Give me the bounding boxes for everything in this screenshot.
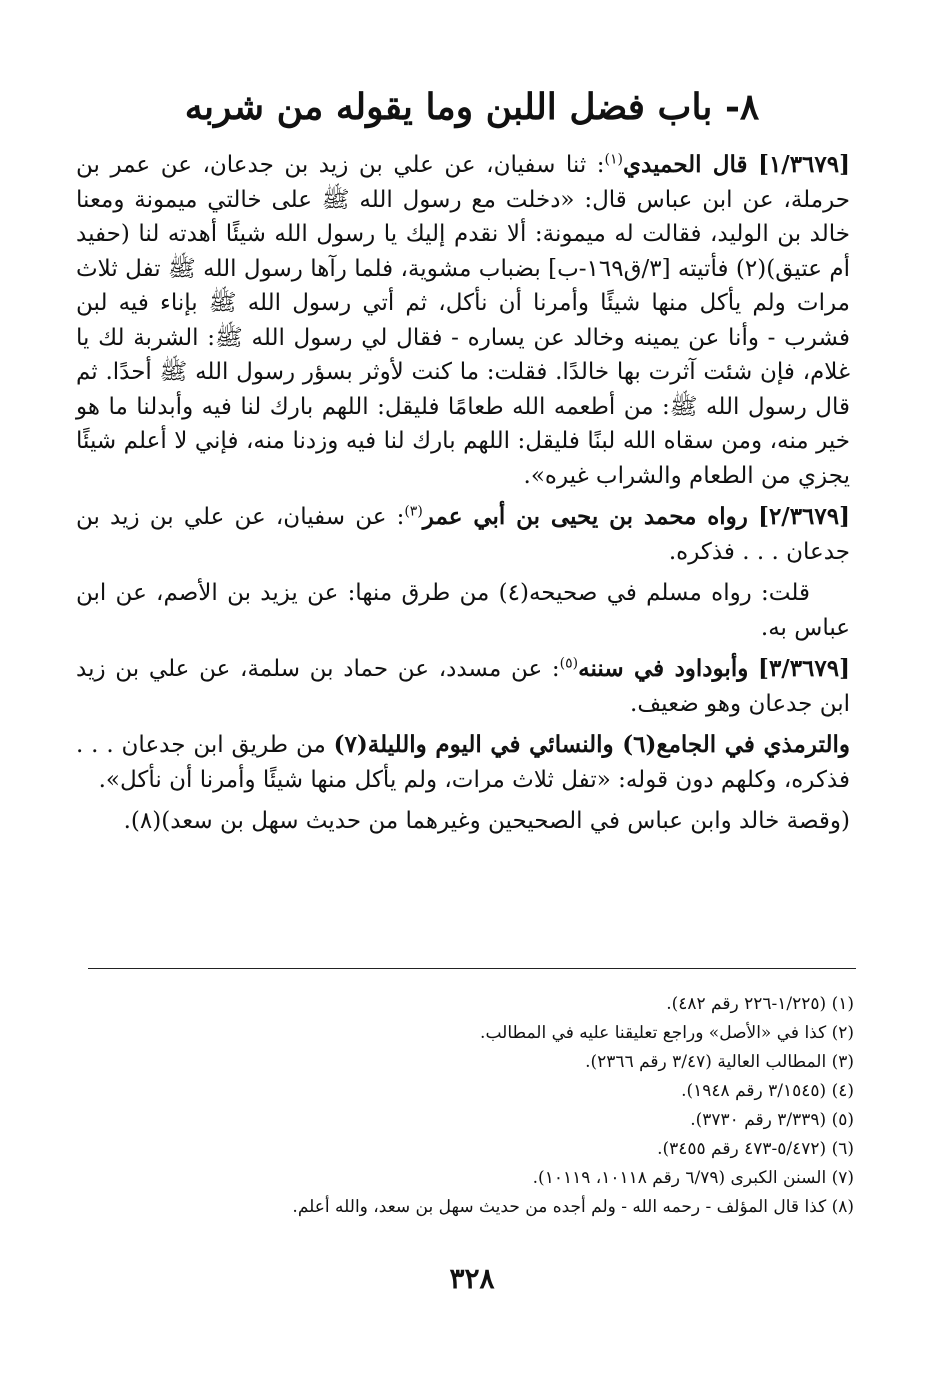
- hadith-paragraph-1: [76, 148, 850, 493]
- narrator-lead: وأبوداود في سننه: [578, 655, 749, 682]
- commentary-paragraph: [76, 576, 850, 645]
- closing-note-paragraph: [76, 804, 850, 839]
- footnote-marker: (٥): [559, 655, 579, 672]
- footnote-8: (٨) كذا قال المؤلف - رحمه الله - ولم أجده من حديث سهل بن سعد، والله أعلم.: [292, 1197, 854, 1217]
- footnote-6: (٦) (٥/٤٧٢-٤٧٣ رقم ٣٤٥٥).: [657, 1139, 854, 1159]
- footnote-2: (٢) كذا في «الأصل» وراجع تعليقنا عليه في المطالب.: [480, 1023, 854, 1043]
- hadith-paragraph-3: [76, 652, 850, 721]
- paragraph-text: من طريق ابن جدعان . . . فذكره، وكلهم دون قوله: «تفل ثلاث مرات، ولم يأكل منها شيئًا وأمرنا أن نأكل».: [76, 732, 850, 793]
- hadith-reference: [١/٣٦٧٩]: [758, 151, 851, 178]
- footnote-1: (١) (١/٢٢٥-٢٢٦ رقم ٤٨٢).: [666, 994, 854, 1014]
- hadith-reference: [٢/٣٦٧٩]: [758, 503, 851, 530]
- takhrij-paragraph: [76, 728, 850, 797]
- narrator-lead: والترمذي في الجامع(٦) والنسائي في اليوم والليلة(٧): [333, 731, 851, 758]
- footnote-7: (٧) السنن الكبرى (٦/٧٩ رقم ١٠١١٨، ١٠١١٩).: [532, 1168, 854, 1188]
- paragraph-text: (وقصة خالد وابن عباس في الصحيحين وغيرهما من حديث سهل بن سعد)(٨).: [123, 808, 850, 834]
- footnote-3: (٣) المطالب العالية (٣/٤٧ رقم ٢٣٦٦).: [585, 1052, 854, 1072]
- narrator-lead: رواه محمد بن يحيى بن أبي عمر: [422, 503, 748, 530]
- main-text: [76, 148, 850, 846]
- narrator-lead: قال الحميدي: [623, 151, 748, 178]
- footnote-marker: (٣): [404, 503, 423, 520]
- paragraph-text: : عن مسدد، عن حماد بن سلمة، عن علي بن زيد ابن جدعان وهو ضعيف.: [76, 656, 850, 717]
- paragraph-text: قلت: رواه مسلم في صحيحه(٤) من طرق منها: عن يزيد بن الأصم، عن ابن عباس به.: [76, 580, 850, 641]
- footnote-4: (٤) (٣/١٥٤٥ رقم ١٩٤٨).: [681, 1081, 854, 1101]
- footnotes: [88, 990, 854, 1222]
- footnote-marker: (١): [604, 151, 623, 168]
- paragraph-text: : عن سفيان، عن علي بن زيد بن جدعان . . . فذكره.: [76, 504, 850, 565]
- paragraph-text: : ثنا سفيان، عن علي بن زيد بن جدعان، عن عمر بن حرملة، عن ابن عباس قال: «دخلت مع رسول الله ﷺ على خالتي ميمونة ومعنا خالد بن الوليد، فقالت له ميمونة: ألا نقدم إليك يا رسول الله شيئًا أهدته لنا (حفيد أم عتيق)(٢) فأتيته [٣/ق١٦٩-ب] بضباب مشوية، فلما رآها رسول الله ﷺ تفل ثلاث مرات ولم يأكل منها شيئًا وأمرنا أن نأكل، ثم أتي رسول الله ﷺ بإناء فيه لبن فشرب - وأنا عن يمينه وخالد عن يساره - فقال لي رسول الله ﷺ: الشربة لك يا غلام، فإن شئت آثرت بها خالدًا. فقلت: ما كنت لأوثر بسؤر رسول الله ﷺ أحدًا. ثم قال رسول الله ﷺ: من أطعمه الله طعامًا فليقل: اللهم بارك لنا فيه وأبدلنا ما هو خير منه، ومن سقاه الله لبنًا فليقل: اللهم بارك لنا فيه وزدنا منه، فإني لا أعلم شيئًا يجزي من الطعام والشراب غيره».: [76, 152, 850, 489]
- hadith-paragraph-2: [76, 500, 850, 569]
- footnote-divider: [88, 968, 856, 969]
- hadith-reference: [٣/٣٦٧٩]: [758, 655, 850, 682]
- page-number: ٣٢٨: [449, 1262, 495, 1295]
- footnote-5: (٥) (٣/٣٣٩ رقم ٣٧٣٠).: [690, 1110, 854, 1130]
- chapter-heading: ٨- باب فضل اللبن وما يقوله من شربه: [184, 86, 760, 128]
